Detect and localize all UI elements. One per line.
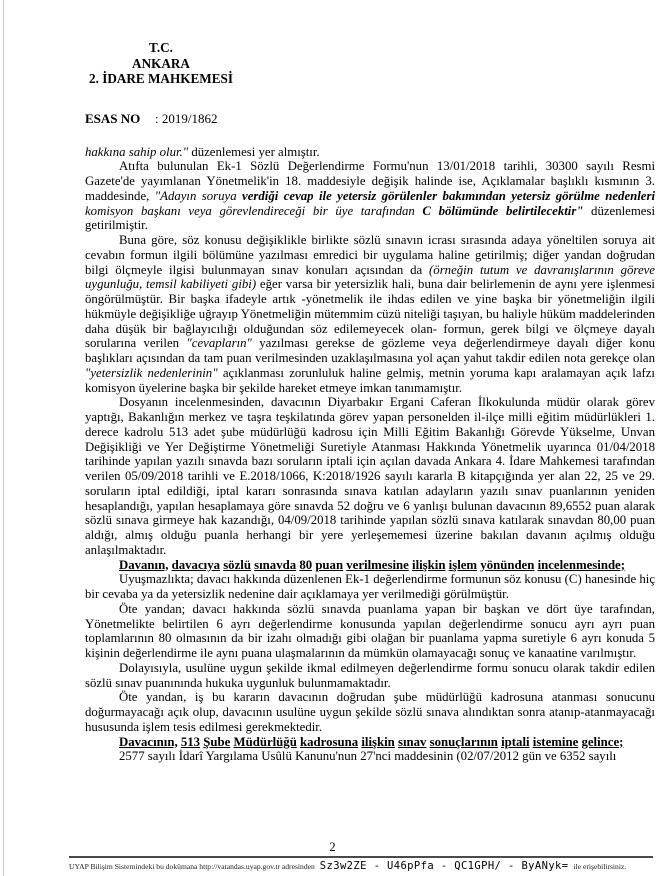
paragraph: Atıfta bulunulan Ek-1 Sözlü Değerlendirme Formu'nun 13/01/2018 tarihli, 30300 sayılı Resmi Gazete'de yayımlanan Yönetmelik'in 18. maddesiyle değişik halinde ise, Açıklamalar başlıklı kısmının 3. maddesinde, "Adayın soruya verdiği cevap ile yetersiz görülenler bakımından yetersiz görülme nedenleri komisyon başkanı veya görevlendireceği bir üye tarafından C bölümünde belirtilecektir" düzenlemesi getirilmiştir. [85, 159, 656, 233]
page-edge-line [3, 0, 4, 876]
case-number-row [85, 111, 655, 127]
document-body [85, 145, 655, 765]
paragraph: Buna göre, söz konusu değişiklikle birlikte sözlü sınavın icrası sırasında adaya yöneltilen soruya ait cevabın formun ilgili bölümüne yazılması emredici bir uygulama haline getirilmiş; diğer yandan doğrudan bilgi ölçmeyle ilgisi bulunmayan sınav konuları açısından da (örneğin tutum ve davranışlarının göreve uygunluğu, temsil kabiliyeti gibi) eğer varsa bir yetersizlik hali, buna dair belirlemenin de aynı yere işlenmesi öngörülmüştür. Bir başka ifadeyle artık -yönetmelik ile ihdas edilen ve yine başka bir yönetmeliğin ilgili hükmüyle değişikliğe uğrayıp Yönetmeliğin mütemmim cüzü niteliği taşıyan, bu haliyle hüküm maddelerinden daha düşük bir bağlayıcılığı olduğundan söz edilemeyecek olan- formun, gerek bilgi ve ölçmeye dayalı sorularına verilen "cevapların" yazılması gerekse de gözleme veya değerlendirmeye dayalı diğer konu başlıkları açısından da tam puan verilmesinden uzaklaşılmasına yol açan yahut takdir edilen nota gerekçe olan "yetersizlik nedenlerinin" açıklanması zorunluluk haline gelmiş, metnin yoruma kapı aralamayan açık lafzı komisyon üyelerine başka bir şekilde hareket etmeye imkan tanımamıştır. [85, 233, 655, 395]
paragraph: Dosyanın incelenmesinden, davacının Diyarbakır Ergani Caferan İlkokulunda müdür olarak görev yaptığı, Bakanlığın merkez ve taşra teşkilatında görev yapan personelden il-ilçe milli eğitim müdürlükleri 1. derece kadrolu 513 adet şube müdürlüğü kadrosu için Milli Eğitim Bakanlığı Görevde Yükselme, Unvan Değişikliği ve Yer Değiştirme Yönetmeliği Suretiyle Atanması Hakkında Yönetmelik uyarınca 01/04/2018 tarihinde yapılan yazılı sınavda bazı soruların iptali için açılan davada Ankara 4. İdare Mahkemesi tarafından verilen 05/09/2018 tarihli ve E.2018/1066, K:2018/1926 sayılı kararla B kitapçığında yer alan 22, 25 ve 29. soruların iptal edildiği, iptal kararı sonrasında sınava katılan adayların yazılı sınav puanlarının yeniden hesaplandığı, yapılan hesaplamaya göre sınavda 52 doğru ve 6 yanlışı bulunan davacının 89,6552 puan alarak sözlü sınava girmeye hak kazandığı, 04/09/2018 tarihinde yapılan sözlü sınava katılarak sınavdan 80,00 puan aldığı, almış olduğu puanla herhangi bir yere yerleşememesi üzerine bakılan davanın açılmış olduğu anlaşılmaktadır. [85, 395, 655, 557]
paragraph: Uyuşmazlıkta; davacı hakkında düzenlenen Ek-1 değerlendirme formunun söz konusu (C) hanesinde hiç bir cevaba ya da yetersizlik nedenine dair açıklamaya yer verilmediği görülmüştür. [85, 572, 655, 601]
footer [69, 856, 653, 872]
footer-access-text-suffix: ile erişebilirsiniz. [573, 861, 627, 871]
paragraph: Öte yandan; davacı hakkında sözlü sınavda puanlama yapan bir başkan ve dört üye tarafından, Yönetmelikte belirtilen 6 ayrı değerlendirme konusunda yapılan değerlendirme sonucu ayrı ayrı puan toplamlarının 80 olmasının da bir izahı olmadığı gibi olağan bir puanlama yapma suretiyle 6 ayrı konuda 5 kişinin değerlendirme ile aynı puana ulaşmalarının da mümkün olamayacağı sonuç ve kanaatine varılmıştır. [85, 601, 655, 660]
section-heading: Davacının, 513 Şube Müdürlüğü kadrosuna ilişkin sınav sonuçlarının iptali istemine gelince; [119, 734, 624, 749]
uyap-access-code: Sz3w2ZE - U46pPfa - QC1GPH/ - ByANyk= [319, 860, 569, 872]
court-header [85, 40, 237, 87]
paragraph: Dolayısıyla, usulüne uygun şekilde ikmal edilmeyen değerlendirme formu sonucu olarak takdir edilen sözlü sınav puanınında hukuka uygunluk bulunmamaktadır. [85, 660, 655, 690]
page-number: 2 [329, 840, 336, 854]
footer-access-text-prefix: UYAP Bilişim Sistemindeki bu dokümana http://vatandas.uyap.gov.tr adresinden [69, 861, 315, 871]
case-number-value: : 2019/1862 [155, 110, 218, 126]
document-page [85, 40, 655, 764]
case-number-label: ESAS NO [85, 110, 141, 126]
court-header-line-city: ANKARA [132, 55, 190, 71]
paragraph: Öte yandan, iş bu kararın davacının doğrudan şube müdürlüğü kadrosuna atanması sonucunu doğurmayacağı açık olup, davacının usulüne uygun şekilde sözlü sınava alındıktan sonra atanıp-atanmayacağı hususunda işlem tesis edilmesi gerekmektedir. [85, 690, 655, 734]
section-heading: Davanın, davacıya sözlü sınavda 80 puan verilmesine ilişkin işlem yönünden incelenmesinde; [119, 557, 625, 572]
court-header-line-court: 2. İDARE MAHKEMESİ [89, 71, 233, 86]
court-header-line-tc: T.C. [149, 40, 173, 55]
paragraph: hakkına sahip olur." düzenlemesi yer almıştır. [85, 144, 320, 159]
paragraph: 2577 sayılı İdarî Yargılama Usûlü Kanunu'nun 27'nci maddesinin (02/07/2012 gün ve 6352 sayılı [119, 749, 617, 764]
